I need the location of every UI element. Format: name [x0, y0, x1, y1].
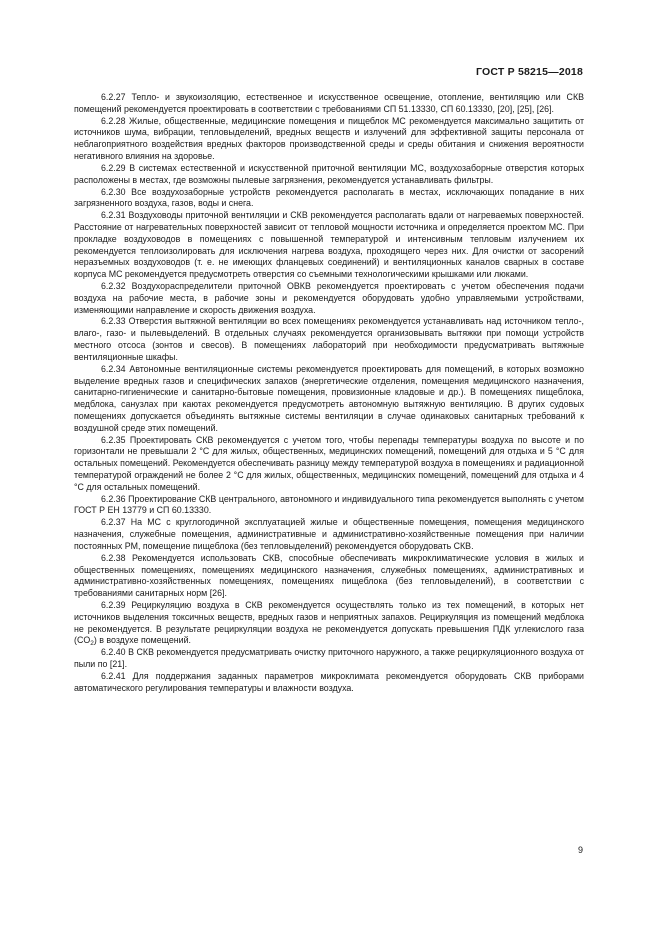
paragraph-6-2-38: 6.2.38 Рекомендуется использовать СКВ, способные обеспечивать микроклиматические условия в жилых и общественных помещениях, помещениях медицинского назначения, служебных помещениях, административных и административно-хозяйственных помещениях, помещениях пищеблока (без тепловыделений), в соответствии с требованиями санитарных норм [26].: [74, 552, 584, 599]
paragraph-6-2-32: 6.2.32 Воздухораспределители приточной ОВКВ рекомендуется проектировать с учетом обеспечения подачи воздуха на рабочие места, в рабочие зоны и рекомендуется оборудовать удобно управляемыми устройствами, изменяющими направление и скорость движения воздуха.: [74, 281, 584, 315]
standard-code-header: ГОСТ Р 58215—2018: [475, 66, 583, 78]
paragraph-text: 6.2.39 Рециркуляцию воздуха в СКВ рекомендуется осуществлять только из тех помещений, в которых нет источников выделения токсичных веществ, вредных газов и неприятных запахов. Рециркуляция из помещений медблока не рекомендуется. В результате рециркуляции воздуха не рекомендуется допускать превышения ПДК углекислого газа (CO: [74, 599, 584, 646]
paragraph-6-2-31: 6.2.31 Воздуховоды приточной вентиляции и СКВ рекомендуется располагать вдали от нагреваемых поверхностей. Расстояние от нагревательных поверхностей зависит от тепловой мощности источника и определяется проектом МС. При прокладке воздуховодов в помещениях с повышенной температурой и интенсивным тепловым излучением их рекомендуется теплоизолировать для исключения нагрева воздуха, проходящего через них. Для очистки от засорений неразъемных воздуховодов (т. е. не имеющих фланцевых соединений) и вентиляционных каналов сварных в составе корпуса МС рекомендуется предусмотреть отверстия со съемными технологическими крышками или люками.: [74, 210, 584, 280]
paragraph-6-2-36: 6.2.36 Проектирование СКВ центрального, автономного и индивидуального типа рекомендуется выполнять с учетом ГОСТ Р ЕН 13779 и СП 60.13330.: [74, 493, 584, 516]
paragraph-6-2-41: 6.2.41 Для поддержания заданных параметров микроклимата рекомендуется оборудовать СКВ приборами автоматического регулирования температуры и влажности воздуха.: [74, 670, 584, 693]
page-number: 9: [577, 845, 583, 855]
paragraph-text-continued: ) в воздухе помещений.: [93, 635, 191, 646]
paragraph-6-2-37: 6.2.37 На МС с круглогодичной эксплуатацией жилые и общественные помещения, помещения медицинского назначения, служебные помещения, административные и административно-хозяйственные помещения при наличии постоянных РМ, помещение пищеблока (без тепловыделений) рекомендуется оборудовать СКВ.: [74, 517, 584, 551]
paragraph-6-2-27: 6.2.27 Тепло- и звукоизоляцию, естественное и искусственное освещение, отопление, вентиляцию или СКВ помещений рекомендуется проектировать в соответствии с требованиями СП 51.13330, СП 60.13330, [20], [25], [26].: [74, 92, 584, 114]
paragraph-6-2-40: 6.2.40 В СКВ рекомендуется предусматривать очистку приточного наружного, а также рециркуляционного воздуха от пыли по [21].: [74, 647, 584, 669]
paragraph-6-2-28: 6.2.28 Жилые, общественные, медицинские помещения и пищеблок МС рекомендуется максимально защитить от источников шума, вибрации, тепловыделений, вредных веществ и излучений для эффективной защиты персонала от неблагоприятного воздействия вредных факторов производственной среды и среды обитания и снижения вероятности негативного влияния на здоровье.: [74, 115, 584, 162]
paragraph-6-2-39: [74, 600, 584, 647]
paragraph-6-2-30: 6.2.30 Все воздухозаборные устройств рекомендуется располагать в местах, исключающих попадание в них загрязненного воздуха, газов, воды и снега.: [74, 186, 584, 209]
paragraph-6-2-33: 6.2.33 Отверстия вытяжной вентиляции во всех помещениях рекомендуется устанавливать над источником тепло-, влаго-, газо- и пылевыделений. В отдельных случаях рекомендуется организовывать вытяжки при помощи устройств местного отсоса (зонтов и свесов). В помещениях лабораторий при необходимости предусматривать вытяжные вентиляционные шкафы.: [74, 316, 584, 362]
subscript: 2: [90, 640, 94, 648]
paragraph-6-2-34: 6.2.34 Автономные вентиляционные системы рекомендуется проектировать для помещений, в которых возможно выделение вредных газов и специфических запахов (энергетические отделения, помещения медицинского назначения, санитарно-гигиенические и санитарно-бытовые помещения, провизионные кладовые и др.). В помещениях пищеблока, медблока, санузлах при каютах рекомендуется предусмотреть автономную вытяжную вентиляцию. В других судовых помещениях допускается объединять вытяжные системы вентиляции в случае одинаковых санитарных требований к воздушной среде этих помещений.: [74, 363, 584, 433]
body-text: [74, 92, 584, 694]
paragraph-6-2-29: 6.2.29 В системах естественной и искусственной приточной вентиляции МС, воздухозаборные отверстия которых расположены в местах, где возможны пылевые загрязнения, рекомендуется устанавливать фильтры.: [74, 162, 584, 185]
paragraph-6-2-35: 6.2.35 Проектировать СКВ рекомендуется с учетом того, чтобы перепады температуры воздуха по высоте и по горизонтали не превышали 2 °С для жилых, общественных, медицинских помещений, помещений для отдыха и 5 °С для остальных помещений. Рекомендуется обеспечивать разницу между температурой воздуха в помещениях и радиационной температурой ограждений не более 2 °С для жилых, общественных, медицинских помещений, помещений для отдыха и 4 °С для остальных помещений.: [74, 434, 584, 492]
